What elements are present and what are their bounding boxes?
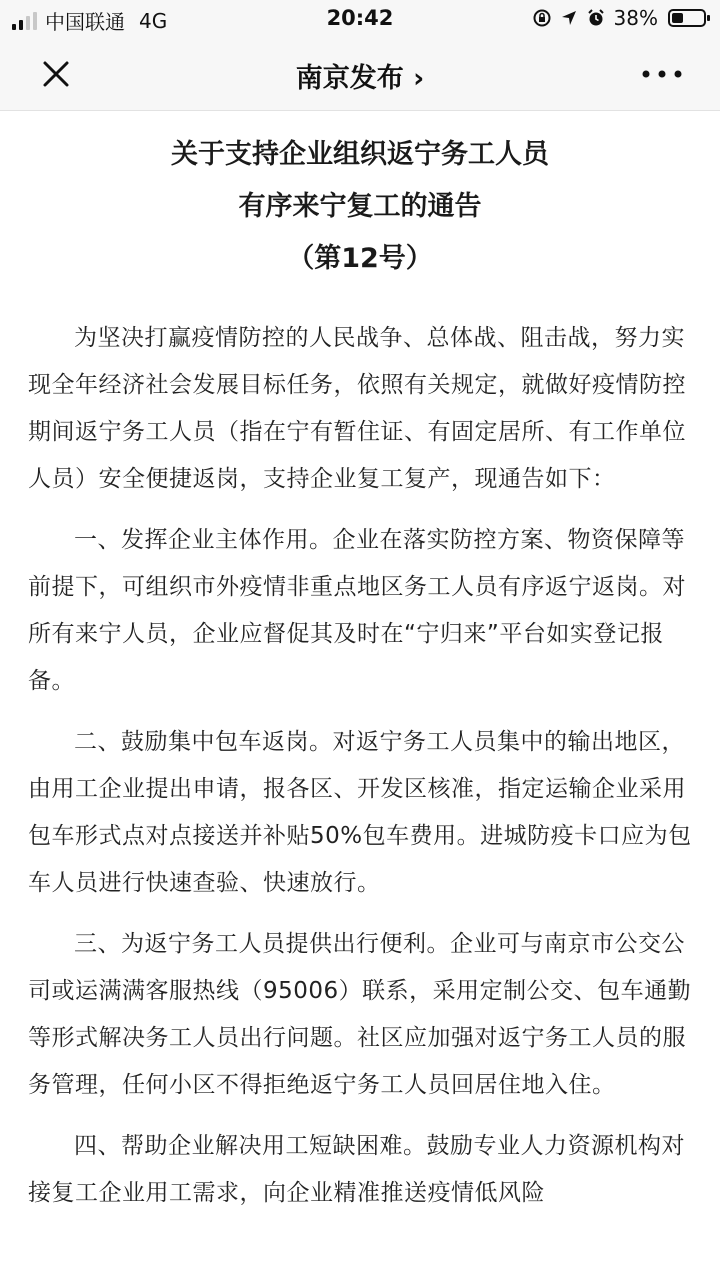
status-left (12, 6, 167, 35)
article-paragraph: 一、发挥企业主体作用。企业在落实防控方案、物资保障等前提下，可组织市外疫情非重点地区务工人员有序返宁返岗。对所有来宁人员，企业应督促其及时在“宁归来”平台如实登记报备。 (28, 527, 686, 694)
article-paragraph: 四、帮助企业解决用工短缺困难。鼓励专业人力资源机构对接复工企业用工需求，向企业精准推送疫情低风险 (28, 1133, 685, 1206)
article-paragraph: 二、鼓励集中包车返岗。对返宁务工人员集中的输出地区，由用工企业提出申请，报各区、开发区核准，指定运输企业采用包车形式点对点接送并补贴50%包车费用。进城防疫卡口应为包车人员进行快速查验、快速放行。 (28, 729, 692, 896)
rotation-lock-icon (532, 8, 552, 28)
article-body (28, 315, 692, 1231)
article-title-line: 关于支持企业组织返宁务工人员 (171, 139, 549, 170)
status-time: 20:42 (326, 6, 394, 30)
article-number: （第12号） (287, 243, 433, 274)
location-icon (560, 9, 578, 27)
signal-icon (12, 12, 37, 30)
account-name: 南京发布 (295, 63, 404, 94)
nav-bar (0, 38, 720, 111)
battery-icon (668, 9, 706, 27)
more-options-icon[interactable] (640, 62, 684, 86)
chevron-right-icon: › (413, 63, 425, 94)
article-title-line: 有序来宁复工的通告 (238, 191, 482, 222)
status-bar (0, 0, 720, 38)
carrier-name: 中国联通 (45, 10, 125, 34)
article (0, 111, 720, 1206)
battery-percent: 38% (613, 6, 658, 30)
nav-title (0, 56, 720, 95)
article-title (0, 129, 720, 285)
network-type: 4G (139, 8, 168, 33)
status-right (532, 6, 706, 30)
article-paragraph: 为坚决打赢疫情防控的人民战争、总体战、阻击战，努力实现全年经济社会发展目标任务，依照有关规定，就做好疫情防控期间返宁务工人员（指在宁有暂住证、有固定居所、有工作单位人员）安全便捷返岗，支持企业复工复产，现通告如下： (28, 325, 686, 492)
battery-fill (672, 13, 683, 23)
article-paragraph: 三、为返宁务工人员提供出行便利。企业可与南京市公交公司或运满满客服热线（95006）联系，采用定制公交、包车通勤等形式解决务工人员出行问题。社区应加强对返宁务工人员的服务管理，任何小区不得拒绝返宁务工人员回居住地入住。 (28, 931, 692, 1098)
account-name-link[interactable] (296, 63, 425, 94)
alarm-icon (586, 8, 606, 28)
